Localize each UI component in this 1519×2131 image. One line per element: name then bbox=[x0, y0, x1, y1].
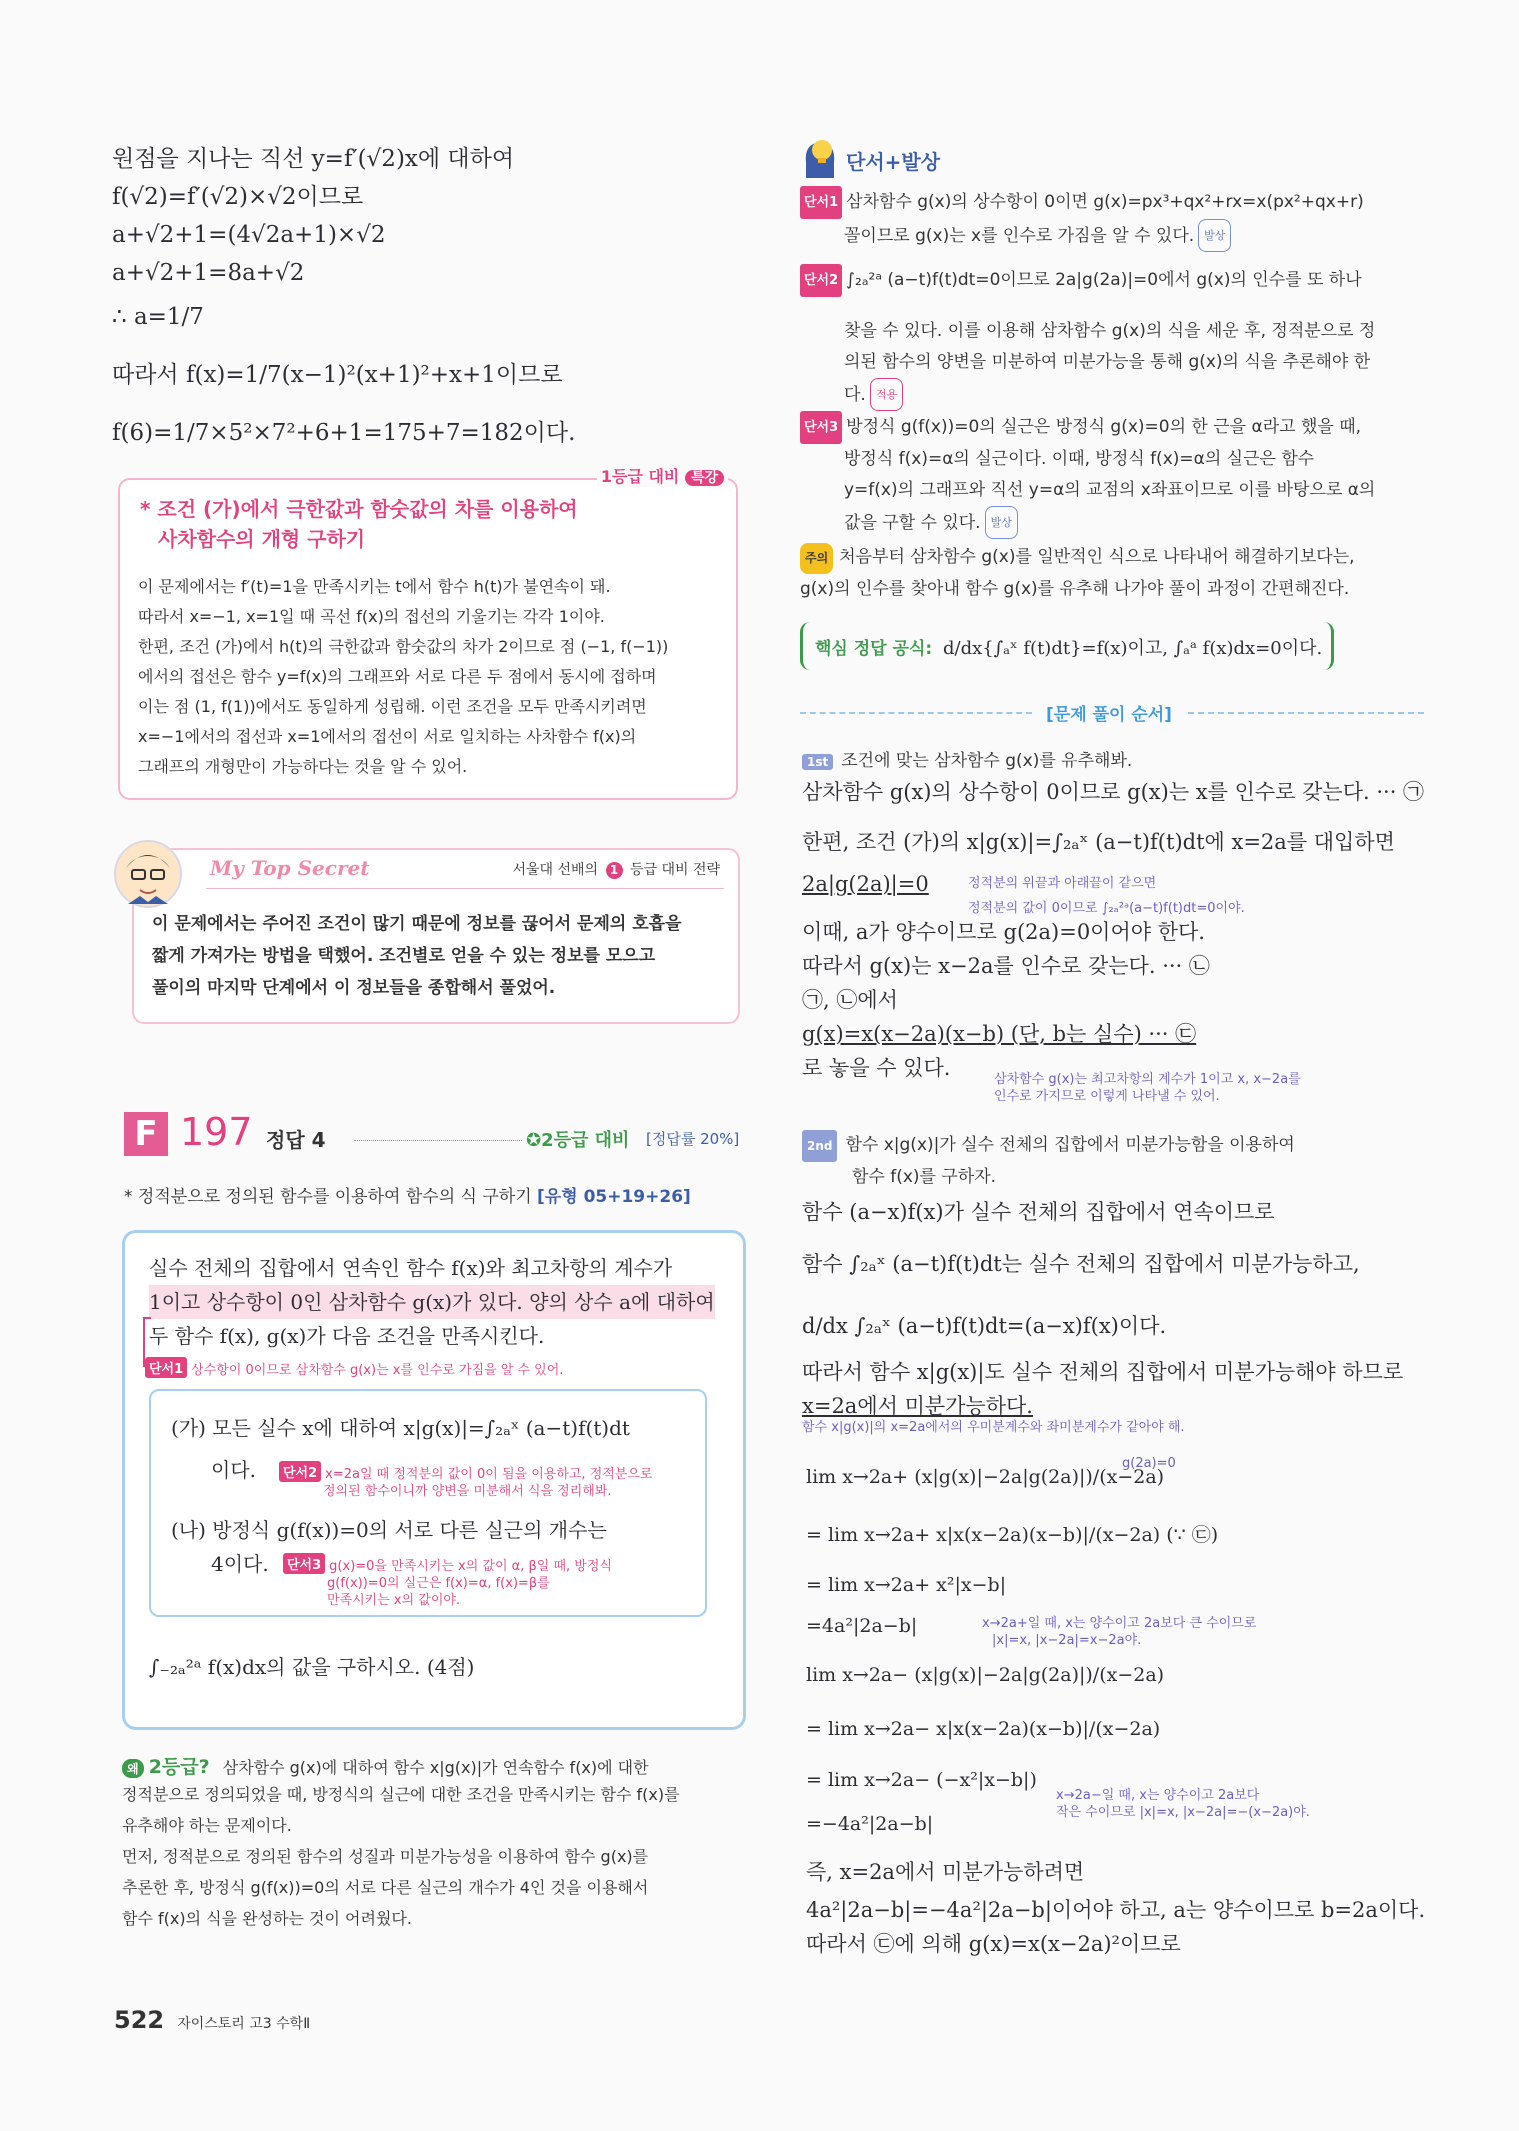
step2-line: d/dx ∫₂ₐˣ (a−t)f(t)dt=(a−x)f(x)이다. bbox=[802, 1314, 1167, 1338]
strategy-badge-tag: 특강 bbox=[685, 470, 724, 486]
step2-line: 함수 (a−x)f(x)가 실수 전체의 집합에서 연속이므로 bbox=[802, 1200, 1275, 1224]
clue-item-2 bbox=[800, 264, 1426, 411]
clue2-line: 정의된 함수이니까 양변을 미분해서 식을 정리해봐. bbox=[323, 1483, 612, 1499]
secret-subtitle-suffix: 등급 대비 전략 bbox=[629, 862, 720, 878]
clue3-line: 만족시키는 x의 값이야. bbox=[327, 1592, 461, 1608]
problem-answer: 정답 4 bbox=[266, 1128, 326, 1152]
conclusion-line: 따라서 ㉢에 의해 g(x)=x(x−2a)²이므로 bbox=[806, 1932, 1181, 1956]
step2-line: 함수 ∫₂ₐˣ (a−t)f(t)dt는 실수 전체의 집합에서 미분가능하고, bbox=[802, 1252, 1360, 1276]
limit-row: =4a²|2a−b| bbox=[806, 1615, 918, 1637]
step1-line: ㉠, ㉡에서 bbox=[802, 988, 898, 1012]
strategy-line: 한편, 조건 (가)에서 h(t)의 극한값과 함숫값의 차가 2이므로 점 (−1, f(−1)) bbox=[138, 637, 669, 656]
clue-line: 다. bbox=[844, 385, 866, 405]
step2-note: 함수 x|g(x)|의 x=2a에서의 우미분계수와 좌미분계수가 같아야 해. bbox=[802, 1420, 1185, 1435]
conclusion-block bbox=[806, 1856, 1425, 1962]
clue-line: 의된 함수의 양변을 미분하여 미분가능을 통해 g(x)의 식을 추론해야 한 bbox=[844, 352, 1371, 372]
limit-note-line: x→2a−일 때, x는 양수이고 2a보다 bbox=[1056, 1788, 1260, 1803]
limit-row: lim x→2a+ (x|g(x)|−2a|g(2a)|)/(x−2a) bbox=[806, 1466, 1165, 1488]
secret-box bbox=[132, 848, 740, 1024]
why-line: 먼저, 정적분으로 정의된 함수의 성질과 미분가능성을 이용하여 함수 g(x)를 bbox=[122, 1847, 649, 1866]
step1-line: 따라서 g(x)는 x−2a를 인수로 갖는다. ··· ㉡ bbox=[802, 954, 1210, 978]
clue-badge: 적용 bbox=[870, 378, 903, 411]
problem-rate: [정답률 20%] bbox=[646, 1130, 740, 1148]
problem-statement bbox=[149, 1251, 715, 1353]
strategy-line: 이 문제에서는 f′(t)=1을 만족시키는 t에서 함수 h(t)가 불연속이 돼. bbox=[138, 577, 611, 596]
step2-tag: 2nd bbox=[802, 1130, 837, 1162]
clue-header: 단서+발상 bbox=[846, 150, 941, 174]
clue1-tag: 단서1 bbox=[145, 1357, 187, 1378]
clue2-line: x=2a일 때 정적분의 값이 0이 됨을 이용하고, 정적분으로 bbox=[325, 1467, 653, 1482]
step1-note-line: 인수로 가지므로 이렇게 나타낼 수 있어. bbox=[994, 1088, 1220, 1104]
order-title: [문제 풀이 순서] bbox=[1046, 705, 1172, 725]
clue1-text: 상수항이 0이므로 삼차함수 g(x)는 x를 인수로 가짐을 알 수 있어. bbox=[191, 1363, 564, 1378]
clue-line: 방정식 g(f(x))=0의 실근은 방정식 g(x)=0의 한 근을 α라고 했을 때, bbox=[846, 417, 1362, 437]
caution-line: g(x)의 인수를 찾아내 함수 g(x)를 유추해 나가야 풀이 과정이 간편해진다. bbox=[800, 579, 1350, 599]
why-line: 유추해야 하는 문제이다. bbox=[122, 1816, 292, 1835]
clue3-line: g(x)=0을 만족시키는 x의 값이 α, β일 때, 방정식 bbox=[329, 1559, 612, 1574]
problem-question: ∫₋₂ₐ²ᵃ f(x)dx의 값을 구하시오. (4점) bbox=[149, 1655, 475, 1679]
step1-note-b bbox=[994, 1072, 1301, 1106]
order-divider-left bbox=[800, 712, 1032, 714]
clue-tag: 단서3 bbox=[800, 411, 842, 444]
step1-title-text: 조건에 맞는 삼차함수 g(x)를 유추해봐. bbox=[841, 751, 1133, 771]
clue-list bbox=[800, 186, 1426, 539]
book-title: 자이스토리 고3 수학Ⅱ bbox=[177, 2016, 311, 2032]
step1-tag: 1st bbox=[802, 754, 833, 770]
limit-row: = lim x→2a− (−x²|x−b|) bbox=[806, 1769, 1037, 1791]
clue-item-3 bbox=[800, 411, 1426, 539]
strategy-title-line: 사차함수의 개형 구하기 bbox=[158, 527, 366, 551]
secret-line: 이 문제에서는 주어진 조건이 많기 때문에 정보를 끊어서 문제의 호흡을 bbox=[152, 914, 682, 934]
limit-note-plus bbox=[982, 1616, 1256, 1650]
why-line: 삼차함수 g(x)에 대하여 함수 x|g(x)|가 연속함수 f(x)에 대한 bbox=[222, 1758, 649, 1777]
limit-note-line: |x|=x, |x−2a|=x−2a야. bbox=[992, 1632, 1142, 1648]
limit-row: =−4a²|2a−b| bbox=[806, 1813, 934, 1835]
clue-tag: 단서1 bbox=[800, 186, 842, 219]
step1-note-line: 삼차함수 g(x)는 최고차항의 계수가 1이고 x, x−2a를 bbox=[994, 1072, 1301, 1087]
step2-title-line: 함수 f(x)를 구하자. bbox=[852, 1167, 997, 1187]
problem-topic bbox=[124, 1182, 691, 1207]
clue-line: 꼴이므로 g(x)는 x를 인수로 가짐을 알 수 있다. bbox=[844, 226, 1195, 246]
clue3-line: g(f(x))=0의 실근은 f(x)=α, f(x)=β를 bbox=[327, 1575, 550, 1591]
limit-note-g: g(2a)=0 bbox=[1122, 1456, 1176, 1471]
solution-line: 따라서 f(x)=1/7(x−1)²(x+1)²+x+1이므로 bbox=[112, 362, 563, 388]
step1-note-a bbox=[968, 876, 1245, 918]
clue-tag: 단서2 bbox=[800, 264, 842, 297]
why-line: 추론한 후, 방정식 g(f(x))=0의 서로 다른 실근의 개수가 4인 것을 이용해서 bbox=[122, 1878, 649, 1897]
why-line: 정적분으로 정의되었을 때, 방정식의 실근에 대한 조건을 만족시키는 함수 f(x)를 bbox=[122, 1785, 680, 1804]
step2-line: x=2a에서 미분가능하다. bbox=[802, 1394, 1033, 1418]
strategy-line: 그래프의 개형만이 가능하다는 것을 알 수 있어. bbox=[138, 757, 468, 776]
clue-line: 찾을 수 있다. 이를 이용해 삼차함수 g(x)의 식을 세운 후, 정적분으로 정 bbox=[844, 321, 1376, 341]
limit-row: = lim x→2a+ x²|x−b| bbox=[806, 1574, 1007, 1596]
condition-na-end: 4이다. bbox=[211, 1552, 269, 1576]
caution-line: 처음부터 삼차함수 g(x)를 일반적인 식으로 나타내어 해결하기보다는, bbox=[839, 547, 1355, 567]
footer bbox=[114, 2006, 310, 2034]
step1-line: 로 놓을 수 있다. bbox=[802, 1056, 951, 1080]
why-title: 2등급? bbox=[148, 1756, 210, 1778]
secret-body bbox=[152, 908, 682, 1004]
condition-na-text: (나) 방정식 g(f(x))=0의 서로 다른 실근의 개수는 bbox=[171, 1518, 607, 1542]
caution-block bbox=[800, 542, 1355, 605]
clue-line: ∫₂ₐ²ᵃ (a−t)f(t)dt=0이므로 2a|g(2a)|=0에서 g(x)의 인수를 또 하나 bbox=[846, 270, 1362, 290]
why-tag: 왜 bbox=[122, 1759, 144, 1778]
solution-line: f(√2)=f′(√2)×√2이므로 bbox=[112, 184, 364, 210]
limit-note-minus bbox=[1056, 1788, 1310, 1822]
limit-row: lim x→2a− (x|g(x)|−2a|g(2a)|)/(x−2a) bbox=[806, 1664, 1165, 1686]
why-line: 함수 f(x)의 식을 완성하는 것이 어려웠다. bbox=[122, 1909, 412, 1928]
formula-box bbox=[800, 622, 1334, 670]
strategy-title bbox=[140, 494, 578, 554]
problem-letter: F bbox=[124, 1112, 168, 1156]
secret-divider bbox=[206, 888, 724, 889]
statement-line: 실수 전체의 집합에서 연속인 함수 f(x)와 최고차항의 계수가 bbox=[149, 1256, 673, 1280]
problem-topic-text: * 정적분으로 정의된 함수를 이용하여 함수의 식 구하기 bbox=[124, 1187, 532, 1207]
statement-line: 1이고 상수항이 0인 삼차함수 g(x)가 있다. 양의 상수 a에 대하여 bbox=[149, 1285, 715, 1319]
lightbulb-head-icon bbox=[800, 136, 840, 180]
step2-body bbox=[802, 1196, 1403, 1418]
strategy-line: 이는 점 (1, f(1))에서도 동일하게 성립해. 이런 조건을 모두 만족시키려면 bbox=[138, 697, 647, 716]
conclusion-line: 즉, x=2a에서 미분가능하려면 bbox=[806, 1860, 1085, 1884]
secret-line: 짧게 가져가는 방법을 택했어. 조건별로 얻을 수 있는 정보를 모으고 bbox=[152, 946, 656, 966]
why-block bbox=[122, 1752, 752, 1934]
step1-line: 이때, a가 양수이므로 g(2a)=0이어야 한다. bbox=[802, 920, 1205, 944]
clue1-note bbox=[145, 1357, 563, 1380]
step1-body bbox=[802, 776, 1424, 1086]
problem-number: 197 bbox=[180, 1110, 253, 1154]
problem-grade: ✪2등급 대비 bbox=[526, 1130, 630, 1151]
page-number: 522 bbox=[114, 2006, 165, 2034]
step1-line: 2a|g(2a)|=0 bbox=[802, 872, 929, 896]
step2-title bbox=[802, 1130, 1295, 1192]
clue-line: 방정식 f(x)=α의 실근이다. 이때, 방정식 f(x)=α의 실근은 함수 bbox=[844, 449, 1315, 469]
solution-line: f(6)=1/7×5²×7²+6+1=175+7=182이다. bbox=[112, 420, 576, 446]
limit-row: = lim x→2a− x|x(x−2a)(x−b)|/(x−2a) bbox=[806, 1718, 1161, 1740]
condition-ga-end: 이다. bbox=[211, 1458, 256, 1482]
clue-badge: 발상 bbox=[985, 506, 1018, 539]
clue2-tag: 단서2 bbox=[279, 1461, 321, 1482]
clue-item-1 bbox=[800, 186, 1426, 252]
secret-subtitle-num: 1 bbox=[606, 862, 623, 879]
step1-line: 한편, 조건 (가)의 x|g(x)|=∫₂ₐˣ (a−t)f(t)dt에 x=2a를 대입하면 bbox=[802, 830, 1395, 854]
problem-type-ref: [유형 05+19+26] bbox=[537, 1187, 691, 1207]
solution-line: a+√2+1=8a+√2 bbox=[112, 260, 305, 286]
limit-row: = lim x→2a+ x|x(x−2a)(x−b)|/(x−2a) (∵ ㉢) bbox=[806, 1524, 1219, 1546]
clue3-tag: 단서3 bbox=[283, 1553, 325, 1574]
limit-note-line: x→2a+일 때, x는 양수이고 2a보다 큰 수이므로 bbox=[982, 1616, 1257, 1631]
step2-line: 따라서 함수 x|g(x)|도 실수 전체의 집합에서 미분가능해야 하므로 bbox=[802, 1360, 1404, 1384]
strategy-title-line: * 조건 (가)에서 극한값과 함숫값의 차를 이용하여 bbox=[140, 497, 578, 521]
caution-tag: 주의 bbox=[800, 543, 833, 574]
problem-header bbox=[124, 1112, 750, 1160]
clue-line: 삼차함수 g(x)의 상수항이 0이면 g(x)=px³+qx²+rx=x(px²+qx+r) bbox=[846, 192, 1364, 212]
step2-title-line: 함수 x|g(x)|가 실수 전체의 집합에서 미분가능함을 이용하여 bbox=[845, 1135, 1295, 1155]
solution-line: ∴ a=1/7 bbox=[112, 304, 204, 330]
secret-line: 풀이의 마지막 단계에서 이 정보들을 종합해서 풀었어. bbox=[152, 978, 556, 998]
condition-ga-text: (가) 모든 실수 x에 대하여 x|g(x)|=∫₂ₐˣ (a−t)f(t)dt bbox=[171, 1416, 630, 1440]
strategy-body bbox=[138, 572, 668, 782]
step1-line: 삼차함수 g(x)의 상수항이 0이므로 g(x)는 x를 인수로 갖는다. ··· ㉠ bbox=[802, 780, 1425, 804]
solution-block bbox=[112, 146, 752, 460]
limit-note-line: 작은 수이므로 |x|=x, |x−2a|=−(x−2a)야. bbox=[1056, 1804, 1310, 1820]
conclusion-line: 4a²|2a−b|=−4a²|2a−b|이어야 하고, a는 양수이므로 b=2a이다. bbox=[806, 1898, 1426, 1922]
clue-line: 값을 구할 수 있다. bbox=[844, 513, 981, 533]
clue3-note bbox=[283, 1553, 612, 1610]
secret-subtitle bbox=[512, 859, 720, 879]
solution-line: a+√2+1=(4√2a+1)×√2 bbox=[112, 222, 386, 248]
strategy-box bbox=[118, 467, 738, 800]
strategy-line: 에서의 접선은 함수 y=f(x)의 그래프와 서로 다른 두 점에서 동시에 접하며 bbox=[138, 667, 657, 686]
statement-line: 두 함수 f(x), g(x)가 다음 조건을 만족시킨다. bbox=[149, 1324, 545, 1348]
header-dotted-line bbox=[354, 1140, 522, 1141]
conditions-box bbox=[149, 1389, 707, 1617]
formula-text: d/dx{∫ₐˣ f(t)dt}=f(x)이고, ∫ₐᵃ f(x)dx=0이다. bbox=[943, 638, 1323, 659]
solution-line: 원점을 지나는 직선 y=f′(√2)x에 대하여 bbox=[112, 146, 515, 172]
clue2-note bbox=[279, 1461, 653, 1501]
clue-badge: 발상 bbox=[1198, 219, 1231, 252]
step1-title bbox=[802, 746, 1132, 771]
secret-subtitle-prefix: 서울대 선배의 bbox=[512, 862, 599, 878]
step1-note-line: 정적분의 위끝과 아래끝이 같으면 bbox=[968, 876, 1157, 891]
strategy-badge-text: 1등급 대비 bbox=[600, 467, 680, 486]
strategy-line: 따라서 x=−1, x=1일 때 곡선 f(x)의 접선의 기울기는 각각 1이야. bbox=[138, 607, 605, 626]
step1-note-line: 정적분의 값이 0이므로 ∫₂ₐ²ᵃ(a−t)f(t)dt=0이야. bbox=[968, 900, 1245, 916]
strategy-badge bbox=[597, 464, 728, 487]
secret-title: My Top Secret bbox=[210, 856, 370, 880]
order-divider-right bbox=[1188, 712, 1424, 714]
step1-line: g(x)=x(x−2a)(x−b) (단, b는 실수) ··· ㉢ bbox=[802, 1022, 1197, 1046]
strategy-line: x=−1에서의 접선과 x=1에서의 접선이 서로 일치하는 사차함수 f(x)의 bbox=[138, 727, 637, 746]
teacher-avatar-icon bbox=[112, 838, 184, 910]
formula-label: 핵심 정답 공식: bbox=[815, 639, 933, 659]
problem-box bbox=[122, 1230, 746, 1730]
clue-line: y=f(x)의 그래프와 직선 y=α의 교점의 x좌표이므로 이를 바탕으로 α의 bbox=[844, 480, 1376, 500]
